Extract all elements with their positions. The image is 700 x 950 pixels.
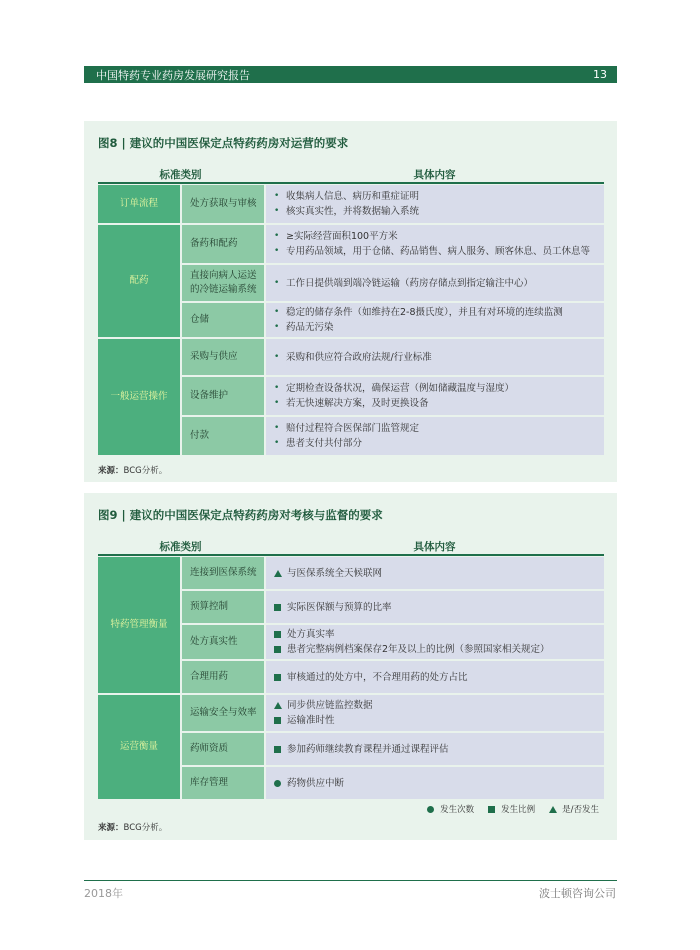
square-icon [274,646,281,653]
content-cell [266,695,604,731]
column-header-content: 具体内容 [413,541,456,553]
bullet-icon: • [274,383,280,393]
subcategory-label: 备药和配药 [182,225,264,263]
square-icon [274,746,281,753]
list-item: 处方真实率 [274,627,604,642]
list-item: 患者完整病例档案保存2年及以上的比例（参照国家相关规定） [274,642,604,657]
content-cell [266,733,604,765]
category-order-process: 订单流程 [98,185,180,223]
triangle-icon [274,702,282,709]
subcategory-label: 药师资质 [182,733,264,765]
figure-9-title: 图9 | 建议的中国医保定点特药药房对考核与监督的要求 [98,508,383,522]
figure-8-title: 图8 | 建议的中国医保定点特药药房对运营的要求 [98,136,349,150]
figure-8-source: 来源：BCG分析。 [98,466,168,476]
triangle-icon [274,570,282,577]
list-item: 参加药师继续教育课程并通过课程评估 [274,742,604,757]
bullet-icon: • [274,231,280,241]
list-item: 与医保系统全天候联网 [274,566,604,581]
bullet-icon: • [274,206,280,216]
category-operations: 运营衡量 [98,695,180,799]
list-item: • 专用药品领域，用于仓储、药品销售、病人服务、顾客休息、员工休息等 [274,246,591,257]
subcategory-label: 仓储 [182,303,264,337]
list-item: 药物供应中断 [274,776,604,791]
subcategory-label: 处方真实性 [182,625,264,659]
bullet-icon: • [274,398,280,408]
bullet-icon: • [274,322,280,332]
list-item: • 药品无污染 [274,322,334,333]
list-item: • 赔付过程符合医保部门监管规定 [274,423,420,434]
footer-year: 2018年 [84,887,123,900]
legend-item-circle: 发生次数 [427,803,474,815]
list-item: 运输准时性 [274,713,604,728]
subcategory-label: 直接向病人运送的冷链运输系统 [182,265,264,301]
list-item: • 核实真实性，并将数据输入系统 [274,206,420,217]
legend [427,803,599,815]
bullet-icon: • [274,191,280,201]
column-header-category: 标准类别 [159,169,202,181]
page-header [84,66,617,83]
subcategory-label: 采购与供应 [182,339,264,375]
header-divider [98,182,604,184]
figure-8 [84,121,617,482]
list-item: 实际医保额与预算的比率 [274,600,604,615]
list-item: 同步供应链监控数据 [274,698,604,713]
circle-icon [427,806,434,813]
bullet-icon: • [274,351,280,362]
column-header-category: 标准类别 [159,541,202,553]
content-cell [266,185,604,223]
square-icon [274,631,281,638]
subcategory-label: 库存管理 [182,767,264,799]
page-number: 13 [593,68,607,81]
content-cell [266,625,604,659]
bullet-icon: • [274,246,280,256]
content-cell [266,303,604,337]
legend-item-square: 发生比例 [488,803,535,815]
bullet-icon: • [274,277,280,288]
bullet-icon: • [274,438,280,448]
circle-icon [274,780,281,787]
list-item: • 若无快速解决方案，及时更换设备 [274,398,429,409]
triangle-icon [549,806,557,813]
content-cell [266,377,604,415]
list-item: • 采购和供应符合政府法规/行业标准 [274,351,432,363]
report-title: 中国特药专业药房发展研究报告 [96,68,250,82]
square-icon [274,604,281,611]
content-cell [266,265,604,301]
list-item: • ≥实际经营面积100平方米 [274,231,398,242]
subcategory-label: 预算控制 [182,591,264,623]
category-dispensing: 配药 [98,225,180,337]
square-icon [274,674,281,681]
column-header-content: 具体内容 [413,169,456,181]
subcategory-label: 运输安全与效率 [182,695,264,731]
content-cell [266,557,604,589]
list-item: • 收集病人信息、病历和重症证明 [274,191,420,202]
content-cell [266,767,604,799]
content-cell [266,591,604,623]
square-icon [488,806,495,813]
content-cell [266,339,604,375]
figure-9 [84,493,617,840]
content-cell [266,417,604,455]
figure-9-source: 来源：BCG分析。 [98,823,168,833]
content-cell [266,225,604,263]
list-item: • 患者支付共付部分 [274,438,363,449]
square-icon [274,717,281,724]
list-item: • 稳定的储存条件（如维持在2-8摄氏度），并且有对环境的连续监测 [274,307,563,318]
footer-divider [84,880,617,881]
list-item: 审核通过的处方中，不合理用药的处方占比 [274,670,604,685]
bullet-icon: • [274,307,280,317]
content-cell [266,661,604,693]
legend-item-triangle: 是/否发生 [549,803,599,815]
footer-company: 波士顿咨询公司 [539,887,616,900]
subcategory-label: 付款 [182,417,264,455]
category-drug-management: 特药管理衡量 [98,557,180,693]
subcategory-label: 连接到医保系统 [182,557,264,589]
header-divider [98,554,604,556]
list-item: • 工作日提供端到端冷链运输（药房存储点到指定输注中心） [274,277,534,289]
category-general-ops: 一般运营操作 [98,339,180,455]
list-item: • 定期检查设备状况，确保运营（例如储藏温度与湿度） [274,383,515,394]
bullet-icon: • [274,423,280,433]
subcategory-label: 合理用药 [182,661,264,693]
subcategory-label: 处方获取与审核 [182,185,264,223]
subcategory-label: 设备维护 [182,377,264,415]
